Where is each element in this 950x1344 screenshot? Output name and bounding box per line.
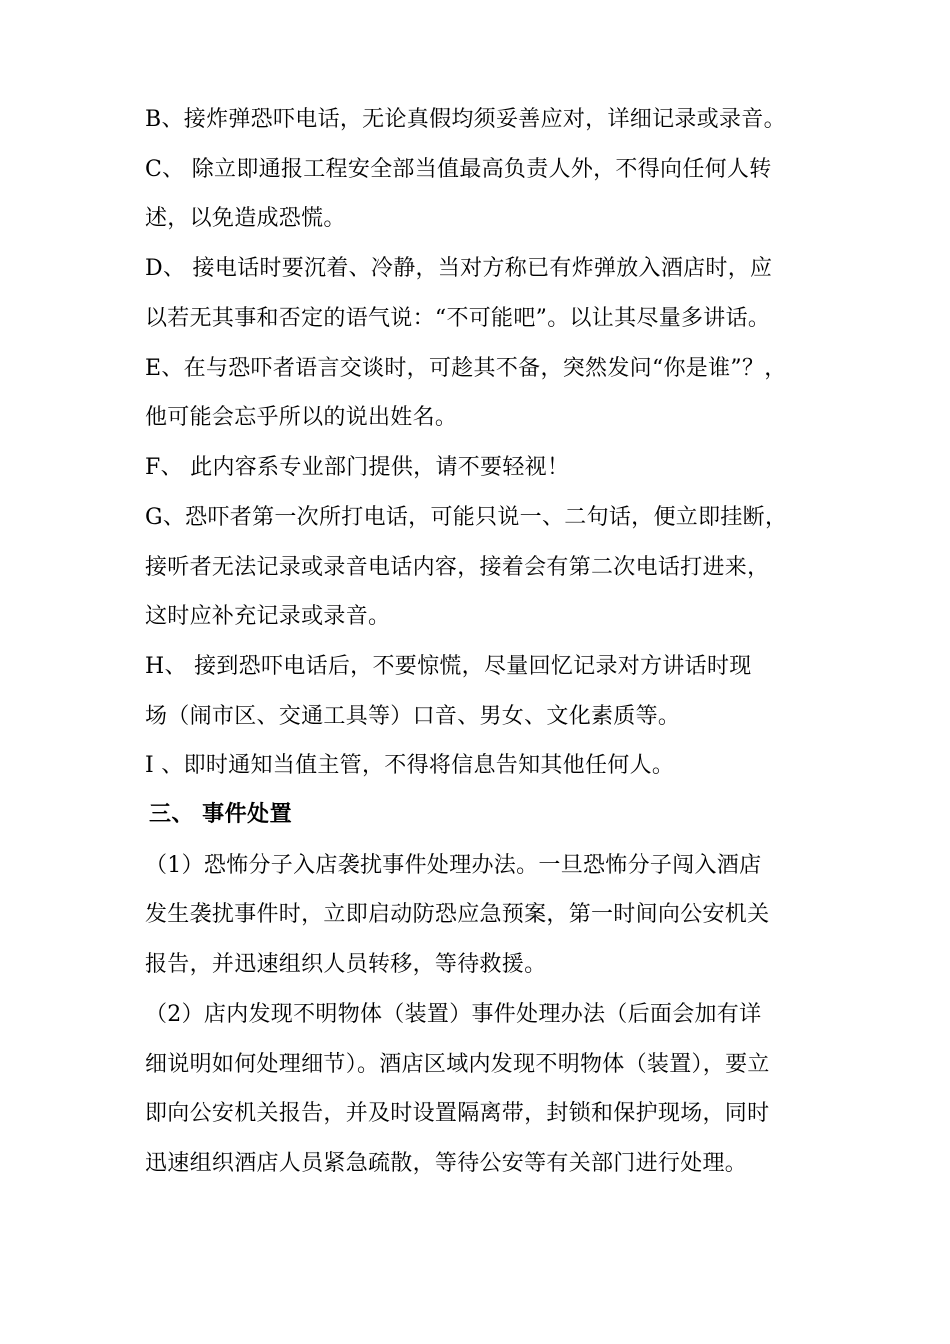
- text-line-i: I 、即时通知当值主管，不得将信息告知其他任何人。: [145, 753, 675, 778]
- text-line-g: G、恐吓者第一次所打电话，可能只说一、二句话，便立即挂断，: [145, 505, 788, 530]
- text-line-e: E、在与恐吓者语言交谈时，可趁其不备，突然发问“你是谁”？，: [145, 356, 787, 381]
- text-line-e-cont: 他可能会忘乎所以的说出姓名。: [145, 405, 458, 430]
- section-line-1-cont2: 报告，并迅速组织人员转移，等待救援。: [145, 952, 547, 977]
- section-line-2-cont1: 细说明如何处理细节）。酒店区域内发现不明物体（装置），要立: [145, 1052, 770, 1077]
- section-line-1-cont1: 发生袭扰事件时，立即启动防恐应急预案，第一时间向公安机关: [145, 902, 770, 927]
- section-line-2-cont2: 即向公安机关报告，并及时设置隔离带，封锁和保护现场，同时: [145, 1101, 770, 1126]
- text-line-b: B、接炸弹恐吓电话，无论真假均须妥善应对，详细记录或录音。: [145, 107, 786, 132]
- text-line-g-cont2: 这时应补充记录或录音。: [145, 604, 391, 629]
- text-line-h: H、 接到恐吓电话后，不要惊慌，尽量回忆记录对方讲话时现: [145, 654, 752, 679]
- text-line-g-cont1: 接听者无法记录或录音电话内容，接着会有第二次电话打进来，: [145, 555, 770, 580]
- text-line-d-cont: 以若无其事和否定的语气说：“不可能吧”。以让其尽量多讲话。: [145, 306, 771, 331]
- text-line-c: C、 除立即通报工程安全部当值最高负责人外，不得向任何人转: [145, 157, 772, 182]
- section-line-2-cont3: 迅速组织酒店人员紧急疏散，等待公安等有关部门进行处理。: [145, 1151, 748, 1176]
- text-line-h-cont: 场（闹市区、交通工具等）口音、男女、文化素质等。: [145, 704, 681, 729]
- text-line-d: D、 接电话时要沉着、冷静，当对方称已有炸弹放入酒店时，应: [145, 256, 773, 281]
- text-line-f: F、 此内容系专业部门提供，请不要轻视！: [145, 455, 570, 480]
- section-heading: 三、 事件处置: [149, 802, 293, 827]
- text-line-c-cont: 述，以免造成恐慌。: [145, 206, 346, 231]
- section-line-1: （1）恐怖分子入店袭扰事件处理办法。一旦恐怖分子闯入酒店: [145, 853, 762, 878]
- section-line-2: （2）店内发现不明物体（装置）事件处理办法（后面会加有详: [145, 1002, 762, 1027]
